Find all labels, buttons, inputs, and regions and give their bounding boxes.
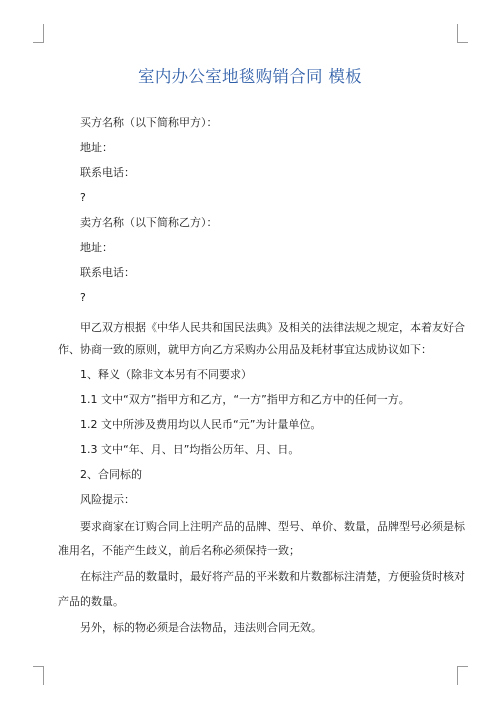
crop-mark-top-right [457, 24, 468, 43]
paragraph-line: 另外，标的物必须是合法物品，违法则合同无效。 [80, 621, 322, 634]
crop-mark-bottom-left [33, 666, 44, 685]
clause-line: 1.3 文中“年、月、日”均指公历年、月、日。 [80, 443, 300, 456]
placeholder-line: ? [80, 191, 86, 204]
crop-mark-top-left [33, 24, 44, 43]
buyer-name-line: 买方名称（以下简称甲方）： [80, 116, 218, 129]
section-heading: 2、合同标的 [80, 468, 142, 481]
paragraph-line: 甲乙双方根据《中华人民共和国民法典》及相关的法律法规之规定，本着友好合 [80, 321, 465, 334]
paragraph-line: 产品的数量。 [58, 595, 124, 608]
clause-line: 1.1 文中“双方”指甲方和乙方，“一方”指甲方和乙方中的任何一方。 [80, 393, 410, 406]
placeholder-line: ? [80, 291, 86, 304]
buyer-address-line: 地址： [80, 141, 113, 154]
seller-phone-line: 联系电话： [80, 266, 135, 279]
seller-name-line: 卖方名称（以下简称乙方）： [80, 216, 218, 229]
section-heading: 1、释义（除非文本另有不同要求） [80, 368, 252, 381]
paragraph-line: 要求商家在订购合同上注明产品的品牌、型号、单价、数量，品牌型号必须是标 [80, 520, 465, 533]
document-title: 室内办公室地毯购销合同 模板 [138, 67, 362, 86]
seller-address-line: 地址： [80, 241, 113, 254]
paragraph-line: 作、协商一致的原则，就甲方向乙方采购办公用品及耗材事宜达成协议如下： [58, 343, 432, 356]
buyer-phone-line: 联系电话： [80, 166, 135, 179]
paragraph-line: 在标注产品的数量时，最好将产品的平米数和片数都标注清楚，方便验货时核对 [80, 570, 465, 583]
crop-mark-bottom-right [457, 666, 468, 685]
risk-tip-heading: 风险提示： [80, 493, 135, 506]
clause-line: 1.2 文中所涉及费用均以人民币“元”为计量单位。 [80, 418, 322, 431]
paragraph-line: 准用名，不能产生歧义，前后名称必须保持一致； [58, 544, 300, 557]
